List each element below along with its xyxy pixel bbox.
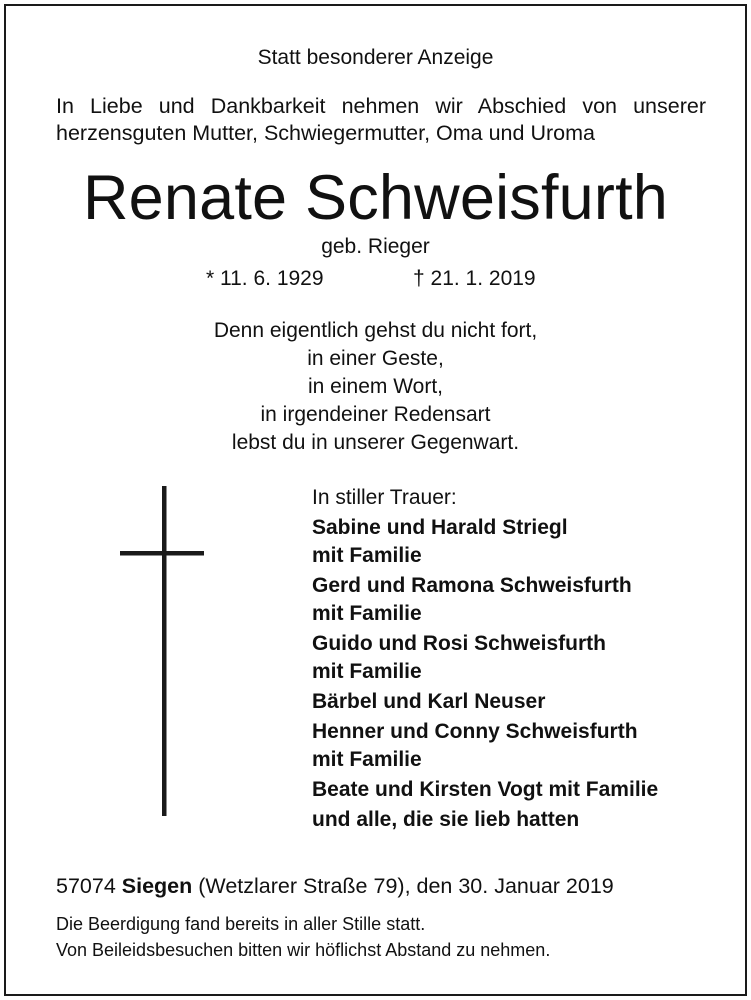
poem-line: in einer Geste,: [307, 347, 444, 370]
address-date: (Wetzlarer Straße 79), den 30. Januar 2019: [198, 874, 614, 898]
mourner-line: Beate und Kirsten Vogt mit Familie: [312, 778, 659, 801]
birth-date: * 11. 6. 1929: [206, 267, 324, 290]
poem-line: in irgendeiner Redensart: [260, 403, 491, 426]
mourner-line: Henner und Conny Schweisfurth: [312, 720, 638, 743]
poem-line: in einem Wort,: [308, 375, 443, 398]
note-line: Von Beileidsbesuchen bitten wir höflichst Abstand zu nehmen.: [56, 940, 551, 960]
mourner-line: Bärbel und Karl Neuser: [312, 690, 546, 713]
intro-text: [56, 93, 706, 147]
death-date: † 21. 1. 2019: [413, 267, 536, 290]
city-name: Siegen: [121, 874, 193, 898]
mourner-line: mit Familie: [312, 602, 422, 625]
mourner-line: Sabine und Harald Striegl: [312, 516, 568, 539]
notice-header: Statt besonderer Anzeige: [257, 46, 494, 69]
deceased-name: Renate Schweisfurth: [82, 163, 669, 233]
note-line: Die Beerdigung fand bereits in aller Stille statt.: [56, 914, 426, 934]
mourner-line: mit Familie: [312, 748, 422, 771]
mourner-line: mit Familie: [312, 660, 422, 683]
mourner-group: [312, 572, 732, 628]
birth-name: geb. Rieger: [321, 235, 430, 258]
mourner-group: [312, 688, 732, 716]
poem-line: lebst du in unserer Gegenwart.: [231, 431, 520, 454]
mourner-line: Guido und Rosi Schweisfurth: [312, 632, 606, 655]
mourner-line: mit Familie: [312, 544, 422, 567]
mourners-list: [312, 484, 732, 834]
mourner-group: [312, 630, 732, 686]
funeral-notes: [56, 911, 736, 963]
intro-line-1: In Liebe und Dankbarkeit nehmen wir Abschied von unserer: [56, 94, 706, 118]
mourner-group: [312, 718, 732, 774]
intro-line-2: herzensguten Mutter, Schwiegermutter, Oma und Uroma: [56, 121, 595, 145]
mourners-intro: In stiller Trauer:: [312, 486, 457, 509]
mourner-line: und alle, die sie lieb hatten: [312, 808, 580, 831]
mourner-line: Gerd und Ramona Schweisfurth: [312, 574, 632, 597]
mourner-group: [312, 806, 732, 834]
mourner-group: [312, 776, 732, 804]
latin-cross-icon: [116, 486, 216, 821]
mourner-group: [312, 514, 732, 570]
poem: [6, 317, 745, 457]
place-date-line: [56, 872, 736, 900]
obituary-notice: [4, 4, 747, 996]
poem-line: Denn eigentlich gehst du nicht fort,: [213, 319, 538, 342]
postal-code: 57074: [56, 874, 116, 898]
